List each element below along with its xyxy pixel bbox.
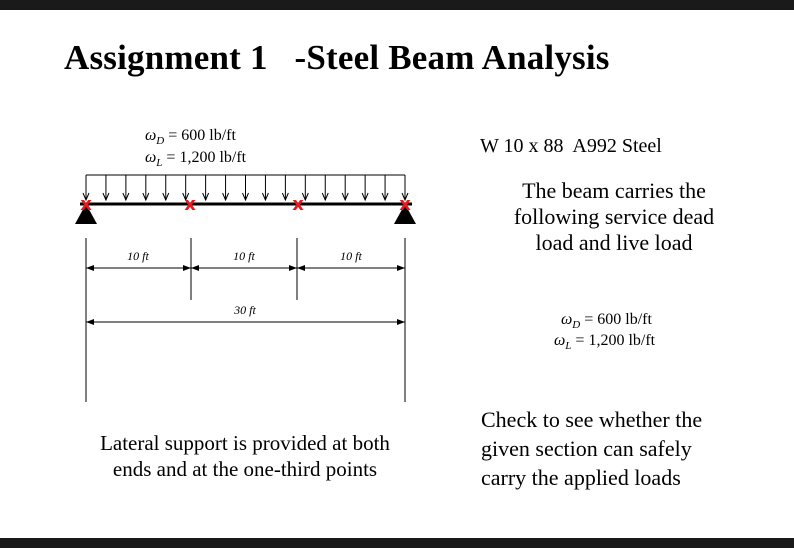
dimension-span-3: [297, 265, 405, 271]
brace-marker-right: x: [399, 194, 411, 215]
load-arrow: [322, 175, 328, 200]
live-load-label-top: $\omega_L = 1,200$ lb/ft: [145, 149, 247, 169]
load-arrow: [223, 175, 229, 200]
lateral-support-text: Lateral support is provided at both ends and at the one-third points: [100, 431, 390, 481]
span-label-3: 10 ft: [340, 249, 362, 263]
load-arrow: [342, 175, 348, 200]
brace-marker-left: x: [80, 194, 92, 215]
dimension-span-1: [86, 265, 191, 271]
load-arrow: [362, 175, 368, 200]
load-arrow: [143, 175, 149, 200]
description-text: The beam carries the following service dead load and live load: [513, 178, 715, 255]
load-arrow: [123, 175, 129, 200]
load-arrow: [262, 175, 268, 200]
load-arrow: [382, 175, 388, 200]
span-label-1: 10 ft: [127, 249, 149, 263]
dimension-span-2: [191, 265, 297, 271]
dead-load-label-right: $\omega_D = 600$ lb/ft: [561, 311, 652, 331]
brace-marker-third-1: x: [184, 194, 196, 215]
load-arrow: [243, 175, 249, 200]
section-designation: W 10 x 88 A992 Steel: [480, 135, 662, 157]
brace-marker-third-2: x: [292, 194, 304, 215]
check-text: Check to see whether the given section can safely carry the applied loads: [481, 407, 703, 490]
load-arrow: [203, 175, 209, 200]
slide-title: Assignment 1 -Steel Beam Analysis: [64, 38, 610, 77]
dimension-total: [86, 319, 405, 325]
total-span-label: 30 ft: [234, 303, 256, 317]
load-arrow: [103, 175, 109, 200]
span-label-2: 10 ft: [233, 249, 255, 263]
dead-load-label-top: $\omega_D = 600$ lb/ft: [145, 127, 236, 147]
distributed-load-arrows: [83, 175, 408, 200]
load-arrow: [282, 175, 288, 200]
live-load-label-right: $\omega_L = 1,200$ lb/ft: [554, 332, 656, 352]
load-arrow: [163, 175, 169, 200]
